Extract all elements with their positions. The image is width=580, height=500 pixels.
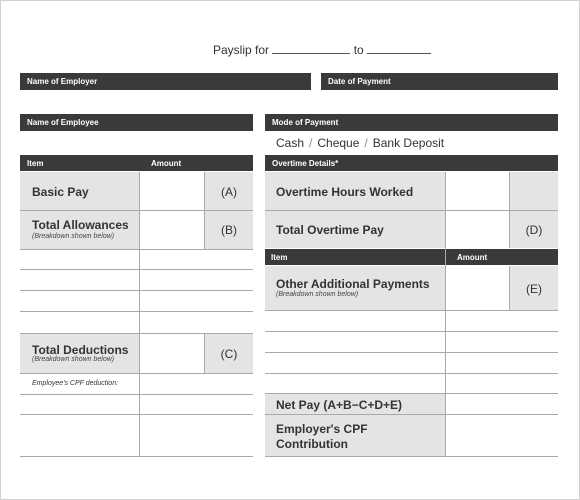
column-divider xyxy=(445,172,446,456)
allowances-note: (Breakdown shown below) xyxy=(32,233,115,240)
payment-mode-cash[interactable]: Cash xyxy=(276,136,305,150)
cpf-deduction-label: Employee's CPF deduction: xyxy=(32,380,119,387)
allowances-code: (B) xyxy=(221,223,237,237)
other-payments-note: (Breakdown shown below) xyxy=(276,291,359,298)
basic-pay-label: Basic Pay xyxy=(32,185,89,199)
allowances-amount[interactable] xyxy=(140,211,204,249)
row-divider xyxy=(265,373,558,374)
overtime-header xyxy=(265,155,558,171)
right-table-header xyxy=(265,249,558,265)
other-payments-label: Other Additional Payments xyxy=(276,277,430,291)
left-col-amount: Amount xyxy=(151,158,182,168)
overtime-hours-label: Overtime Hours Worked xyxy=(276,185,414,199)
deductions-amount[interactable] xyxy=(140,334,204,373)
left-col-item: Item xyxy=(27,158,44,168)
overtime-pay-amount[interactable] xyxy=(446,211,509,248)
basic-pay-code: (A) xyxy=(221,185,237,199)
employee-field[interactable] xyxy=(20,114,253,131)
row-divider xyxy=(20,373,253,374)
overtime-pay-label: Total Overtime Pay xyxy=(276,223,384,237)
overtime-hours-code-cell xyxy=(510,172,558,210)
employer-cpf-amount[interactable] xyxy=(446,415,558,456)
left-table-header xyxy=(20,155,253,171)
column-divider xyxy=(509,172,510,248)
row-divider xyxy=(265,310,558,311)
right-col-item: Item xyxy=(271,252,288,262)
row-divider xyxy=(20,394,253,395)
row-divider xyxy=(265,456,558,457)
column-divider xyxy=(204,334,205,373)
row-divider xyxy=(20,414,253,415)
payment-mode-cheque[interactable]: Cheque xyxy=(317,136,360,150)
right-col-amount: Amount xyxy=(457,252,488,262)
deductions-label: Total Deductions xyxy=(32,343,129,357)
row-divider xyxy=(20,269,253,270)
period-start-field[interactable] xyxy=(272,43,350,54)
row-divider xyxy=(20,333,253,334)
row-divider xyxy=(20,249,253,250)
payment-mode-separator: / xyxy=(364,136,368,150)
payment-mode-bank-deposit[interactable]: Bank Deposit xyxy=(372,136,445,150)
employer-cpf-label-line1: Employer's CPF xyxy=(276,422,368,436)
employee-label: Name of Employee xyxy=(27,118,99,127)
column-divider xyxy=(509,266,510,310)
employer-field[interactable] xyxy=(20,73,311,90)
deductions-note: (Breakdown shown below) xyxy=(32,356,115,363)
payment-mode-separator: / xyxy=(309,136,313,150)
net-pay-amount[interactable] xyxy=(446,394,558,414)
basic-pay-amount[interactable] xyxy=(140,172,204,210)
payment-modes xyxy=(276,136,444,150)
payslip-for-label: Payslip for xyxy=(213,43,270,57)
overtime-pay-code: (D) xyxy=(525,223,543,237)
date-of-payment-field[interactable] xyxy=(321,73,558,90)
date-of-payment-label: Date of Payment xyxy=(328,77,391,86)
row-divider xyxy=(265,331,558,332)
employer-cpf-label-line2: Contribution xyxy=(276,437,348,451)
mode-of-payment-field[interactable] xyxy=(265,114,558,131)
other-payments-code: (E) xyxy=(526,282,542,296)
row-divider xyxy=(265,393,558,394)
overtime-header-label: Overtime Details* xyxy=(272,158,339,168)
row-divider xyxy=(265,210,558,211)
column-divider xyxy=(204,172,205,249)
to-label: to xyxy=(353,43,364,57)
employer-label: Name of Employer xyxy=(27,77,98,86)
period-end-field[interactable] xyxy=(367,43,431,54)
other-payments-amount[interactable] xyxy=(446,266,509,310)
net-pay-label: Net Pay (A+B−C+D+E) xyxy=(276,398,403,412)
mode-of-payment-label: Mode of Payment xyxy=(272,118,339,127)
deductions-code: (C) xyxy=(220,347,238,361)
column-divider xyxy=(139,172,140,456)
row-divider xyxy=(20,290,253,291)
overtime-hours-amount[interactable] xyxy=(446,172,509,210)
row-divider xyxy=(265,352,558,353)
row-divider xyxy=(20,210,253,211)
row-divider xyxy=(20,456,253,457)
payslip-title xyxy=(213,43,431,57)
row-divider xyxy=(20,311,253,312)
allowances-label: Total Allowances xyxy=(32,218,129,232)
row-divider xyxy=(265,414,558,415)
